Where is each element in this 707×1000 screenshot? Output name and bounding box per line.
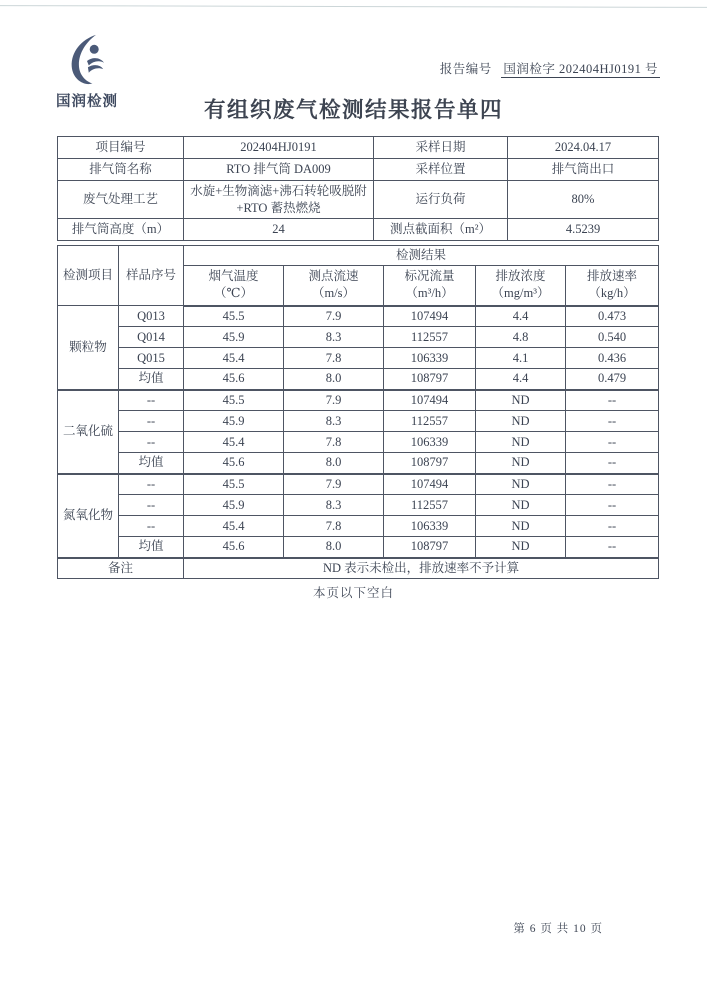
- result-value: 8.0: [284, 537, 384, 558]
- result-value: 107494: [384, 390, 476, 411]
- col-header-rate: [566, 266, 659, 306]
- remarks-label: 备注: [58, 558, 184, 579]
- result-value: 107494: [384, 306, 476, 327]
- remarks-text: ND 表示未检出，排放速率不予计算: [184, 558, 659, 579]
- col-name: 排放速率: [587, 269, 638, 284]
- col-header-item: 检测项目: [58, 246, 119, 306]
- info-value: 202404HJ0191: [184, 137, 374, 159]
- table-row: [58, 137, 659, 159]
- result-row: [58, 327, 659, 348]
- sample-id: Q013: [119, 306, 184, 327]
- result-value: 45.9: [184, 411, 284, 432]
- col-header-flow: [384, 266, 476, 306]
- result-value: 4.4: [476, 369, 566, 390]
- col-header-concentration: [476, 266, 566, 306]
- info-value: 排气筒出口: [508, 159, 659, 181]
- result-value: 45.5: [184, 306, 284, 327]
- blank-below-note: 本页以下空白: [312, 586, 394, 600]
- page-title: 有组织废气检测结果报告单四: [203, 98, 503, 122]
- sample-id: --: [119, 474, 184, 495]
- page-number: 第 6 页 共 10 页: [513, 923, 603, 935]
- sample-id: 均值: [119, 537, 184, 558]
- result-value: 8.0: [284, 369, 384, 390]
- result-value: 0.540: [566, 327, 659, 348]
- result-value: 8.3: [284, 495, 384, 516]
- result-value: ND: [476, 537, 566, 558]
- info-value: 水旋+生物滴滤+沸石转轮吸脱附+RTO 蓄热燃烧: [184, 181, 374, 219]
- result-value: 4.4: [476, 306, 566, 327]
- scan-artifact-line: [0, 5, 707, 8]
- result-value: 8.3: [284, 411, 384, 432]
- col-unit: （kg/h）: [588, 286, 636, 301]
- result-value: --: [566, 390, 659, 411]
- table-row: [58, 246, 659, 266]
- result-value: 45.5: [184, 474, 284, 495]
- result-row: [58, 411, 659, 432]
- info-label: 采样日期: [374, 137, 508, 159]
- result-value: 45.4: [184, 348, 284, 369]
- report-number-value: 国润检字 202404HJ0191 号: [503, 62, 658, 76]
- result-value: --: [566, 453, 659, 474]
- result-value: 107494: [384, 474, 476, 495]
- result-value: --: [566, 516, 659, 537]
- result-row: [58, 348, 659, 369]
- result-value: 108797: [384, 369, 476, 390]
- detection-results-table: [57, 245, 659, 579]
- result-value: 108797: [384, 537, 476, 558]
- info-value: 24: [184, 219, 374, 241]
- result-value: 106339: [384, 348, 476, 369]
- result-value: ND: [476, 516, 566, 537]
- result-value: 8.3: [284, 327, 384, 348]
- sample-id: --: [119, 495, 184, 516]
- logo-icon: [60, 34, 114, 88]
- info-value: RTO 排气筒 DA009: [184, 159, 374, 181]
- info-label: 测点截面积（m²）: [374, 219, 508, 241]
- result-value: ND: [476, 453, 566, 474]
- result-value: 45.5: [184, 390, 284, 411]
- result-row: [58, 453, 659, 474]
- result-row: [58, 516, 659, 537]
- info-label: 项目编号: [58, 137, 184, 159]
- result-value: 7.8: [284, 432, 384, 453]
- report-number-label: 报告编号: [439, 62, 492, 76]
- info-value: 80%: [508, 181, 659, 219]
- report-sheet: [57, 136, 658, 579]
- result-value: 45.6: [184, 369, 284, 390]
- result-value: ND: [476, 432, 566, 453]
- report-number-line: [440, 59, 660, 77]
- result-value: 0.473: [566, 306, 659, 327]
- result-value: 112557: [384, 327, 476, 348]
- col-unit: （℃）: [214, 286, 253, 301]
- info-label: 排气筒高度（m）: [58, 219, 184, 241]
- result-row: [58, 495, 659, 516]
- sample-id: --: [119, 390, 184, 411]
- sample-id: Q014: [119, 327, 184, 348]
- result-value: ND: [476, 495, 566, 516]
- sample-id: 均值: [119, 369, 184, 390]
- result-value: 7.9: [284, 474, 384, 495]
- result-value: 7.9: [284, 390, 384, 411]
- result-value: 7.9: [284, 306, 384, 327]
- result-value: 7.8: [284, 348, 384, 369]
- result-value: --: [566, 432, 659, 453]
- result-value: 7.8: [284, 516, 384, 537]
- table-row: [58, 219, 659, 241]
- result-value: 0.436: [566, 348, 659, 369]
- col-header-results: 检测结果: [184, 246, 659, 266]
- col-name: 烟气温度: [208, 269, 259, 284]
- sample-id: Q015: [119, 348, 184, 369]
- info-label: 运行负荷: [374, 181, 508, 219]
- result-value: 45.4: [184, 516, 284, 537]
- col-unit: （m³/h）: [405, 286, 454, 301]
- result-value: 45.6: [184, 453, 284, 474]
- pollutant-name: 二氧化硫: [58, 390, 119, 474]
- result-value: 8.0: [284, 453, 384, 474]
- result-value: 4.8: [476, 327, 566, 348]
- result-value: 108797: [384, 453, 476, 474]
- result-value: 4.1: [476, 348, 566, 369]
- sample-id: --: [119, 516, 184, 537]
- table-row: [58, 159, 659, 181]
- results-body: [58, 306, 659, 558]
- remarks-row: [58, 558, 659, 579]
- sample-id: --: [119, 411, 184, 432]
- sample-id: 均值: [119, 453, 184, 474]
- result-value: ND: [476, 411, 566, 432]
- result-value: 45.9: [184, 327, 284, 348]
- result-value: 45.4: [184, 432, 284, 453]
- pollutant-name: 颗粒物: [58, 306, 119, 390]
- col-header-velocity: [284, 266, 384, 306]
- result-row: [58, 474, 659, 495]
- col-unit: （m/s）: [311, 286, 356, 301]
- logo-company-name: 国润检测: [56, 94, 118, 110]
- result-value: 45.6: [184, 537, 284, 558]
- result-value: --: [566, 537, 659, 558]
- col-header-temperature: [184, 266, 284, 306]
- info-label: 废气处理工艺: [58, 181, 184, 219]
- info-label: 采样位置: [374, 159, 508, 181]
- result-row: [58, 432, 659, 453]
- result-value: 112557: [384, 495, 476, 516]
- result-value: --: [566, 411, 659, 432]
- result-value: ND: [476, 390, 566, 411]
- project-info-table: [57, 136, 659, 241]
- result-row: [58, 369, 659, 390]
- result-value: 112557: [384, 411, 476, 432]
- info-label: 排气筒名称: [58, 159, 184, 181]
- result-value: 106339: [384, 516, 476, 537]
- result-value: 45.9: [184, 495, 284, 516]
- table-row: [58, 181, 659, 219]
- result-value: 106339: [384, 432, 476, 453]
- result-value: ND: [476, 474, 566, 495]
- col-header-sample: 样品序号: [119, 246, 184, 306]
- result-row: [58, 537, 659, 558]
- info-value: 4.5239: [508, 219, 659, 241]
- sample-id: --: [119, 432, 184, 453]
- result-row: [58, 306, 659, 327]
- result-row: [58, 390, 659, 411]
- col-name: 排放浓度: [495, 269, 546, 284]
- pollutant-name: 氮氧化物: [58, 474, 119, 558]
- result-value: 0.479: [566, 369, 659, 390]
- result-value: --: [566, 474, 659, 495]
- col-name: 标况流量: [404, 269, 455, 284]
- info-value: 2024.04.17: [508, 137, 659, 159]
- result-value: --: [566, 495, 659, 516]
- col-unit: （mg/m³）: [491, 286, 550, 301]
- col-name: 测点流速: [308, 269, 359, 284]
